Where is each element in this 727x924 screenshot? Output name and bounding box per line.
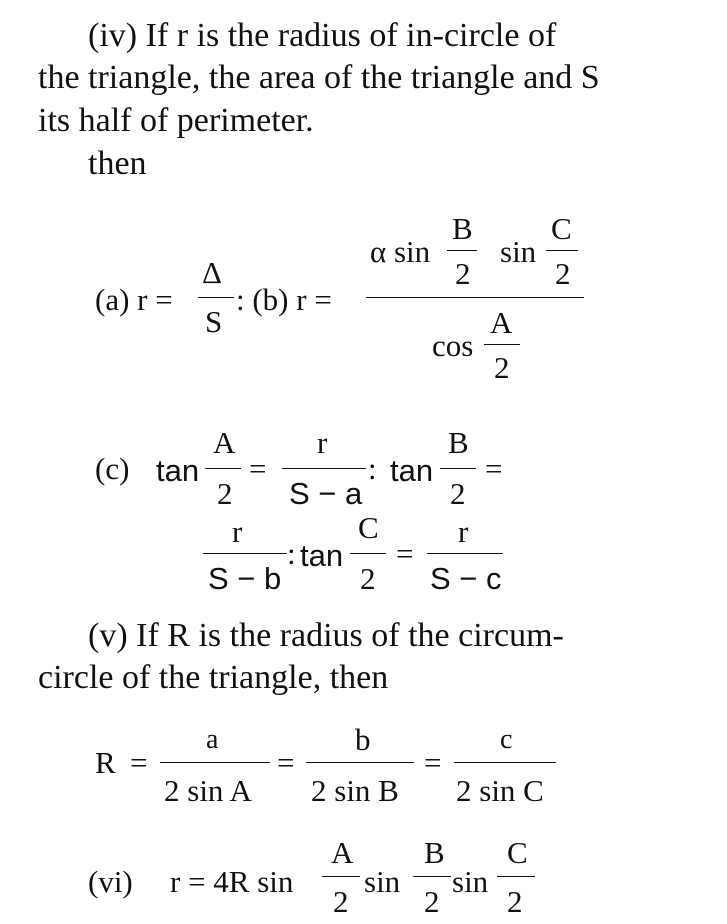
formula-vi-sin-1: sin [364, 864, 401, 899]
formula-b-cos: cos [432, 328, 474, 363]
formula-R-eq-2: = [277, 745, 295, 780]
formula-R-num-a: a [206, 724, 219, 755]
formula-c-tan-3: tan [300, 538, 344, 573]
formula-c-r-1: r [317, 425, 328, 460]
formula-c-tan-2: tan [390, 453, 434, 488]
formula-vi-B: B [424, 835, 445, 870]
formula-R-den-a: 2 sin A [164, 773, 252, 808]
formula-b-two-1: 2 [455, 256, 471, 291]
formula-vi-sin-2: sin [452, 864, 489, 899]
formula-R-den-c: 2 sin C [456, 773, 544, 808]
formula-b-alpha-sin: α sin [370, 234, 431, 269]
formula-b-A: A [490, 305, 513, 340]
formula-b-two-3: 2 [494, 350, 510, 385]
formula-c-bar-A [205, 468, 241, 469]
formula-vi-two-1: 2 [333, 884, 349, 919]
formula-b-B: B [452, 211, 473, 246]
formula-c-label: (c) [95, 451, 130, 486]
para-v-line-1: (v) If R is the radius of the circum- [88, 617, 564, 654]
formula-vi-two-3: 2 [507, 884, 523, 919]
formula-b-main-bar [366, 297, 584, 298]
formula-vi-label: (vi) [88, 864, 133, 899]
formula-c-s-minus-c: S − c [430, 561, 502, 596]
formula-b-sin: sin [500, 234, 537, 269]
formula-R-bar-c [454, 762, 556, 763]
formula-c-two-1: 2 [217, 476, 233, 511]
para-iv-line-2: the triangle, the area of the triangle and S [38, 59, 600, 96]
formula-c-r-2: r [232, 514, 243, 549]
formula-c-eq-3: = [396, 536, 414, 571]
formula-c-bar-r2 [203, 553, 287, 554]
para-iv-line-3: its half of perimeter. [38, 102, 314, 139]
formula-c-A: A [213, 425, 236, 460]
formula-vi-two-2: 2 [424, 884, 440, 919]
formula-R-den-b: 2 sin B [311, 773, 399, 808]
formula-vi-A: A [331, 835, 354, 870]
formula-c-B: B [448, 425, 469, 460]
formula-b-label: : (b) r = [236, 282, 332, 317]
formula-a-fraction-bar [198, 297, 234, 298]
formula-c-bar-B [440, 468, 476, 469]
formula-vi-C: C [507, 835, 528, 870]
formula-R-eq-3: = [424, 745, 442, 780]
formula-c-tan-1: tan [156, 453, 200, 488]
formula-b-inner-bar-3 [484, 344, 520, 345]
formula-a-denominator: S [205, 304, 223, 339]
formula-vi-bar-A [322, 876, 360, 877]
formula-a-label: (a) r = [95, 282, 173, 317]
formula-c-s-minus-b: S − b [208, 561, 282, 596]
formula-R-bar-a [160, 762, 270, 763]
para-iv-line-1: (iv) If r is the radius of in-circle of [88, 17, 557, 54]
formula-b-inner-bar-1 [447, 250, 477, 251]
formula-vi-bar-B [413, 876, 451, 877]
formula-c-s-minus-a: S − a [289, 476, 363, 511]
para-v-line-2: circle of the triangle, then [38, 659, 389, 696]
formula-R-eq-1: = [130, 745, 148, 780]
formula-c-bar-r1 [282, 468, 366, 469]
formula-c-bar-r3 [427, 553, 503, 554]
formula-vi-bar-C [497, 876, 535, 877]
formula-b-C: C [551, 211, 572, 246]
formula-c-sep-1: : [368, 451, 377, 486]
formula-b-two-2: 2 [555, 256, 571, 291]
formula-R-num-b: b [355, 722, 371, 757]
formula-c-C: C [358, 510, 379, 545]
formula-c-r-3: r [458, 514, 469, 549]
formula-R-num-c: c [500, 724, 513, 755]
formula-R-bar-b [306, 762, 414, 763]
formula-b-inner-bar-2 [546, 250, 578, 251]
formula-c-bar-C [350, 553, 386, 554]
formula-c-two-2: 2 [450, 476, 466, 511]
formula-a-numerator: Δ [202, 255, 222, 290]
formula-R-lhs: R [95, 745, 116, 780]
formula-vi-lhs: r = 4R sin [170, 864, 294, 899]
formula-c-eq-2: = [485, 451, 503, 486]
formula-c-sep-2: : [287, 536, 296, 571]
formula-c-eq-1: = [249, 451, 267, 486]
para-iv-line-4: then [88, 145, 147, 182]
formula-c-two-3: 2 [360, 561, 376, 596]
